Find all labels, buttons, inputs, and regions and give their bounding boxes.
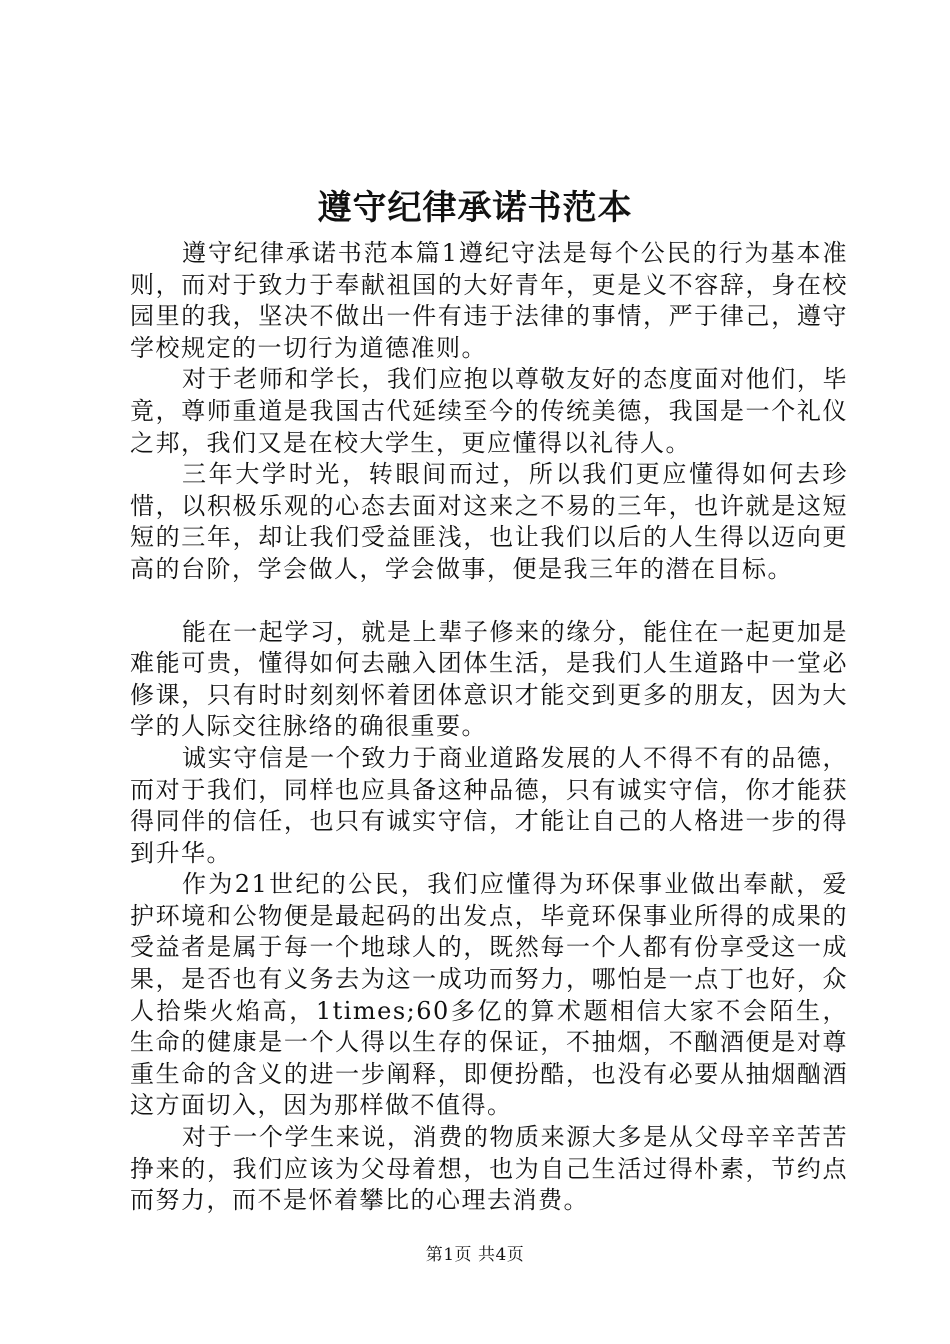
paragraph-2: 对于老师和学长，我们应抱以尊敬友好的态度面对他们，毕竟，尊师重道是我国古代延续至今的传统美德，我国是一个礼仪之邦，我们又是在校大学生，更应懂得以礼待人。 bbox=[130, 365, 848, 457]
paragraph-5: 诚实守信是一个致力于商业道路发展的人不得不有的品德，而对于我们，同样也应具备这种品德，只有诚实守信，你才能获得同伴的信任，也只有诚实守信，才能让自己的人格进一步的得到升华。 bbox=[130, 743, 848, 867]
paragraph-7: 对于一个学生来说，消费的物质来源大多是从父母辛辛苦苦挣来的，我们应该为父母着想，也为自己生活过得朴素，节约点而努力，而不是怀着攀比的心理去消费。 bbox=[130, 1123, 848, 1215]
document-title: 遵守纪律承诺书范本 bbox=[317, 188, 633, 228]
paragraph-4: 能在一起学习，就是上辈子修来的缘分，能住在一起更加是难能可贵，懂得如何去融入团体生活，是我们人生道路中一堂必修课，只有时时刻刻怀着团体意识才能交到更多的朋友，因为大学的人际交往脉络的确很重要。 bbox=[130, 617, 848, 741]
document-body bbox=[130, 238, 848, 1217]
paragraph-1: 遵守纪律承诺书范本篇1遵纪守法是每个公民的行为基本准则，而对于致力于奉献祖国的大好青年，更是义不容辞，身在校园里的我，坚决不做出一件有违于法律的事情，严于律己，遵守学校规定的一切行为道德准则。 bbox=[130, 239, 848, 362]
paragraph-6: 作为21世纪的公民，我们应懂得为环保事业做出奉献，爱护环境和公物便是最起码的出发点，毕竟环保事业所得的成果的受益者是属于每一个地球人的，既然每一个人都有份享受这一成果，是否也有义务去为这一成功而努力，哪怕是一点丁也好，众人拾柴火焰高，1times;60多亿的算术题相信大家不会陌生，生命的健康是一个人得以生存的保证，不抽烟，不酗酒便是对尊重生命的含义的进一步阐释，即便扮酷，也没有必要从抽烟酗酒这方面切入，因为那样做不值得。 bbox=[130, 870, 848, 1120]
page-indicator: 第1页 共4页 bbox=[425, 1245, 525, 1265]
paragraph-3: 三年大学时光，转眼间而过，所以我们更应懂得如何去珍惜，以积极乐观的心态去面对这来之不易的三年，也许就是这短短的三年，却让我们受益匪浅，也让我们以后的人生得以迈向更高的台阶，学会做人，学会做事，便是我三年的潜在目标。 bbox=[130, 460, 848, 583]
